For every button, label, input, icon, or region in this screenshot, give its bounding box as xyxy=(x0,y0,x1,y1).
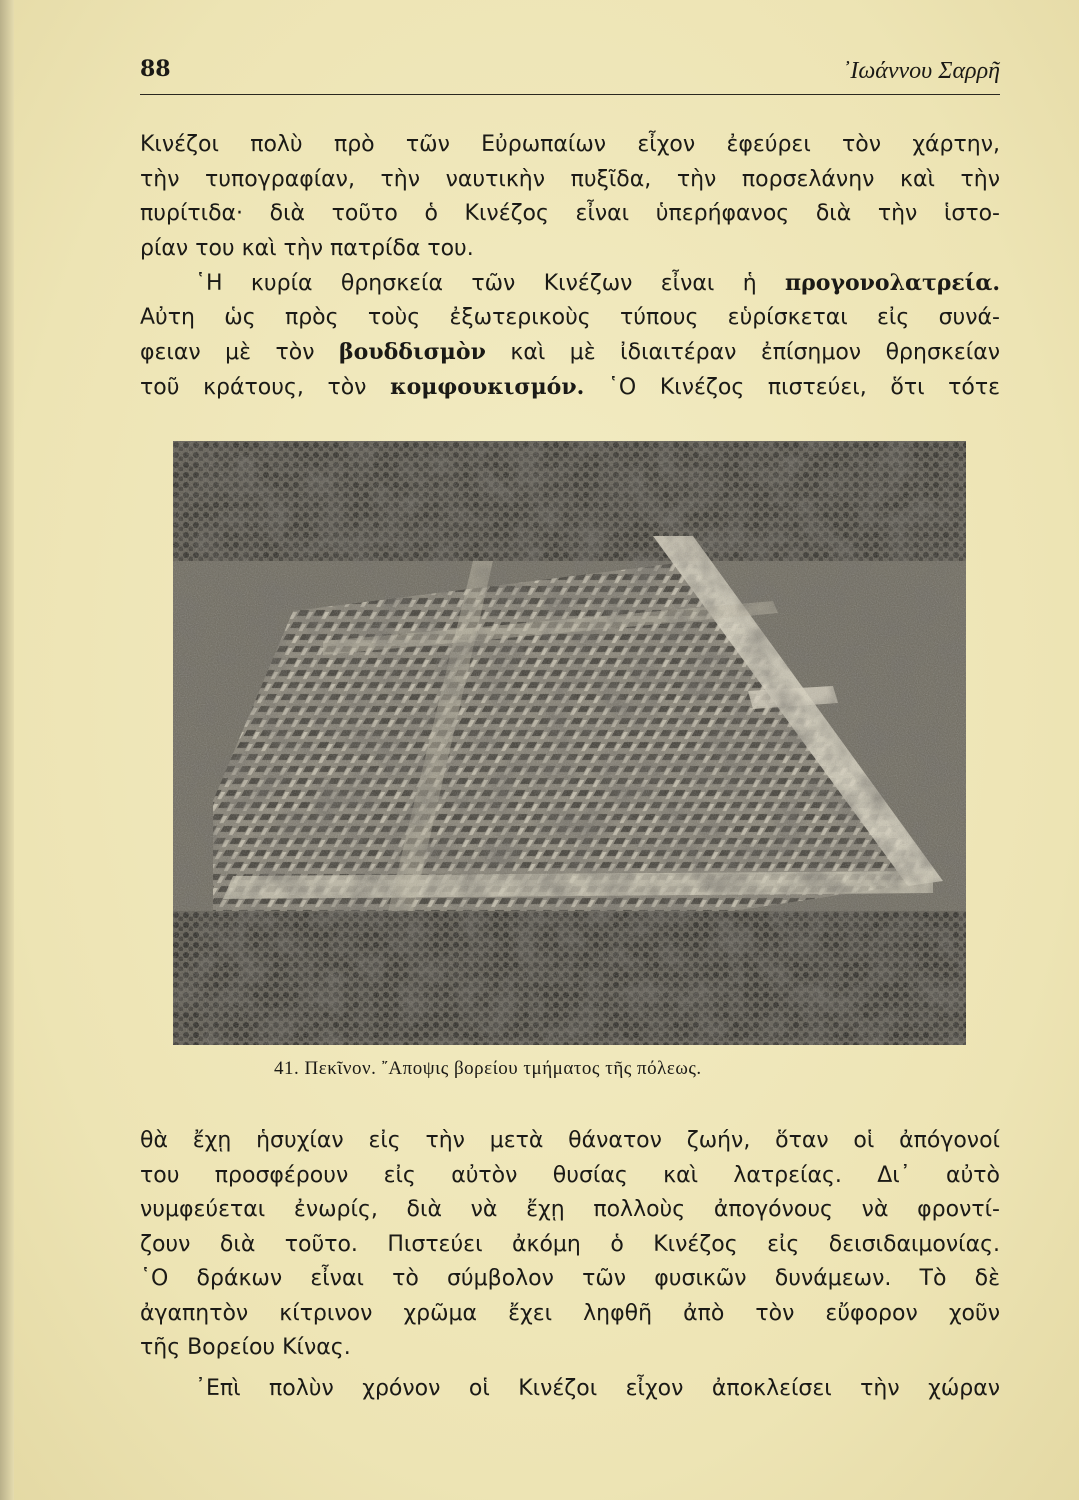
page-edge-shadow xyxy=(0,0,14,1500)
page-header xyxy=(140,52,1000,92)
text-line xyxy=(140,266,1000,301)
text-line: τῆς Βορείου Κίνας. xyxy=(140,1335,351,1360)
text-line: τὴν τυπογραφίαν, τὴν ναυτικὴν πυξῖδα, τὴν πορσελάνην καὶ τὴν xyxy=(140,166,1000,192)
text-line: Αὐτη ὡς πρὸς τοὺς ἐξωτερικοὺς τύπους εὑρίσκεται εἰς συνά- xyxy=(140,304,1000,330)
page-number: 88 xyxy=(140,56,171,82)
paragraph-2 xyxy=(140,266,1000,404)
emphasis-term: βουδδισμὸν xyxy=(339,339,486,365)
text-line: ζουν διὰ τοῦτο. Πιστεύει ἀκόμη ὁ Κινέζος εἰς δεισιδαιμονίας. xyxy=(140,1231,1000,1257)
paragraph-3 xyxy=(140,1124,1000,1366)
emphasis-term: προγονολατρεία. xyxy=(785,270,1000,296)
text-line: ῾Ο δράκων εἶναι τὸ σύμβολον τῶν φυσικῶν δυνάμεων. Τὸ δὲ xyxy=(140,1266,1000,1291)
text-line: του προσφέρουν εἰς αὐτὸν θυσίας καὶ λατρείας. Δι᾿ αὐτὸ xyxy=(140,1162,1000,1188)
header-rule xyxy=(140,94,1000,95)
text-line: θὰ ἔχῃ ἡσυχίαν εἰς τὴν μετὰ θάνατον ζωήν, ὅταν οἱ ἀπόγονοί xyxy=(140,1128,1000,1153)
paragraph-1 xyxy=(140,128,1000,266)
text-line: νυμφεύεται ἐνωρίς, διὰ νὰ ἔχῃ πολλοὺς ἀπογόνους νὰ φροντί- xyxy=(140,1197,1000,1222)
aerial-photograph xyxy=(173,441,966,1045)
text-line: Κινέζοι πολὺ πρὸ τῶν Εὐρωπαίων εἶχον ἐφεύρει τὸν χάρτην, xyxy=(140,132,1000,157)
running-head: ᾿Ιωάννου Σαρρῆ xyxy=(842,58,1000,84)
text-run: ῾Η κυρία θρησκεία τῶν Κινέζων εἶναι ἡ xyxy=(195,271,786,296)
text-line xyxy=(140,335,1000,370)
text-run: ῾Ο Κινέζος πιστεύει, ὅτι τότε xyxy=(584,374,1000,400)
emphasis-term: κομφουκισμόν. xyxy=(390,373,585,400)
text-run: καὶ μὲ ἰδιαιτέραν ἐπίσημον θρησκείαν xyxy=(485,340,1000,365)
text-run: φειαν μὲ τὸν xyxy=(140,340,340,365)
text-line: ρίαν του καὶ τὴν πατρίδα του. xyxy=(140,235,474,261)
text-line: ᾿Επὶ πολὺν χρόνον οἱ Κινέζοι εἶχον ἀποκλείσει τὴν χώραν xyxy=(195,1376,1000,1401)
text-line xyxy=(140,370,1000,405)
text-line: πυρίτιδα· διὰ τοῦτο ὁ Κινέζος εἶναι ὑπερήφανος διὰ τὴν ἱστο- xyxy=(140,201,1000,226)
text-line: ἀγαπητὸν κίτρινον χρῶμα ἔχει ληφθῆ ἀπὸ τὸν εὔφορον χοῦν xyxy=(140,1300,1000,1326)
paragraph-4 xyxy=(140,1372,1000,1407)
text-run: τοῦ κράτους, τὸν xyxy=(140,374,391,400)
figure-caption: 41. Πεκῖνον. ῎Αποψις βορείου τμήματος τῆς πόλεως. xyxy=(274,1058,702,1079)
